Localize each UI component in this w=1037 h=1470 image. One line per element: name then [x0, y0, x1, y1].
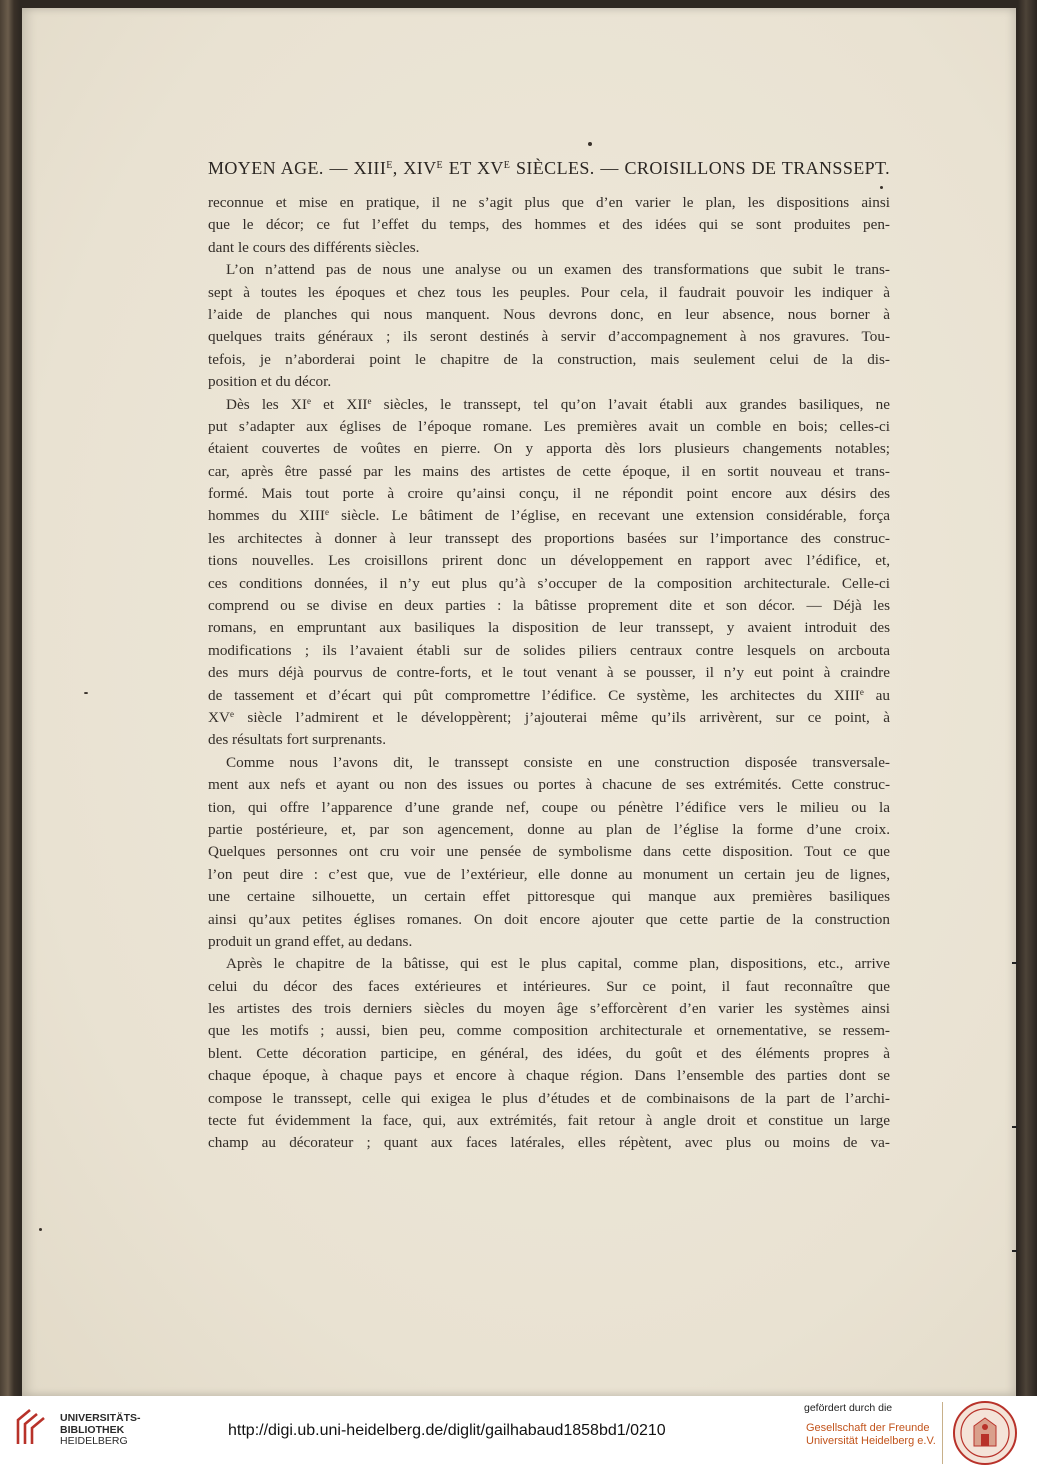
permalink-url[interactable]: http://digi.ub.uni-heidelberg.de/diglit/gailhabaud1858bd1/0210 [228, 1422, 666, 1439]
text-line: étaient couvertes de voûtes en pierre. On y apporta dès lors plusieurs changements notables; [208, 440, 890, 458]
text-line: celui du décor des faces extérieures et intérieures. Sur ce point, il faut reconnaître que [208, 977, 890, 995]
header-superscript: E [386, 160, 393, 171]
text-line: quelques traits généraux ; ils seront destinés à servir d’accompagnement à nos gravures. Tou- [208, 328, 890, 346]
sponsor-name-line: Universität Heidelberg e.V. [806, 1435, 936, 1447]
text-line: put s’adapter aux églises de l’époque romane. Les premières avait un comble en bois; celles-ci [208, 417, 890, 435]
text-line: des résultats fort surprenants. [208, 731, 386, 749]
text-line: Après le chapitre de la bâtisse, qui est le plus capital, comme plan, dispositions, etc., arrive [226, 955, 890, 973]
superscript: e [229, 708, 234, 719]
text-fragment: au [863, 686, 890, 704]
paper-speck [84, 692, 88, 694]
text-line: l’on peut dire : c’est que, vue de l’extérieur, elle donne au monument un certain jeu de lignes, [208, 865, 890, 883]
paper-speck [880, 186, 883, 189]
text-line: que les motifs ; aussi, bien peu, comme composition architecturale et ornementative, se ressem- [208, 1022, 890, 1040]
superscript: e [324, 507, 329, 518]
text-line: les artistes des trois derniers siècles du moyen âge s’efforcèrent d’en varier les systèmes ainsi [208, 1000, 890, 1018]
text-line: l’aide de planches qui nous manquent. Nous devrons donc, en leur absence, nous borner à [208, 305, 890, 323]
header-superscript: E [436, 160, 444, 171]
paper-speck [588, 142, 592, 146]
text-line: position et du décor. [208, 373, 332, 391]
superscript: e [306, 395, 311, 406]
text-line: que le décor; ce fut l’effet du temps, des hommes et des idées qui se sont produites pen- [208, 216, 890, 234]
text-line: Quelques personnes ont cru voir une pensée de symbolisme dans cette disposition. Tout ce que [208, 843, 890, 861]
page-edge-mark [1012, 962, 1017, 964]
library-name-line: HEIDELBERG [60, 1435, 128, 1447]
header-superscript: E [503, 160, 511, 171]
text-fragment: XV [208, 708, 230, 726]
text-line: ainsi qu’aux petites églises romanes. On doit encore ajouter que cette partie de la construction [208, 910, 890, 928]
page-edge-mark [1012, 1250, 1017, 1252]
viewer-footer [0, 1396, 1037, 1470]
sponsor-label: gefördert durch die [804, 1402, 893, 1414]
text-line: comprend ou se divise en deux parties : la bâtisse proprement dite et son décor. — Déjà les [208, 597, 890, 615]
sponsor-name[interactable] [806, 1422, 936, 1448]
text-line [208, 505, 890, 527]
text-line: L’on n’attend pas de nous une analyse ou un examen des transformations que subit le trans- [226, 261, 890, 279]
sponsor-name-line: Gesellschaft der Freunde [806, 1422, 930, 1434]
text-line [208, 685, 890, 707]
header-text: MOYEN AGE. — XIII [208, 158, 387, 178]
text-line: tecte fut évidemment la face, qui, aux extrémités, fait retour à angle droit et constitue un large [208, 1112, 890, 1130]
library-name-line: UNIVERSITÄTS- [60, 1412, 141, 1424]
text-line: romans, en empruntant aux basiliques la disposition de leur transsept, y avaient introduit des [208, 619, 890, 637]
running-header [208, 158, 890, 179]
superscript: e [367, 395, 372, 406]
library-name [60, 1413, 141, 1448]
text-line: champ au décorateur ; quant aux faces latérales, elles répètent, avec plus ou moins de va- [208, 1134, 890, 1152]
text-fragment: et XII [310, 395, 368, 413]
university-seal-icon [952, 1400, 1018, 1466]
paper-speck [39, 1228, 42, 1231]
header-text: , XIV [392, 158, 437, 178]
text-line: modifications ; ils l’avaient établi sur de solides piliers centraux contre lesquels on arcbouta [208, 641, 890, 659]
text-line: reconnue et mise en pratique, il ne s’agit plus que d’en varier le plan, les dispositions ainsi [208, 194, 890, 211]
text-line: ces conditions données, il n’y eut plus qu’à s’occuper de la composition architecturale. Celle-ci [208, 574, 890, 592]
text-line: tion, qui offre l’apparence d’une grande nef, coupe ou pénètre l’édifice vers le milieu ou la [208, 798, 890, 816]
text-line [208, 707, 890, 729]
text-line: chaque époque, à chaque pays et encore à chaque région. Dans l’ensemble des parties dont se [208, 1067, 890, 1085]
text-fragment: de tassement et d’écart qui pût compromettre l’édifice. Ce système, les architectes du XIII [208, 686, 860, 704]
text-line: tions nouvelles. Les croisillons prirent donc un développement en rapport avec l’édifice, et, [208, 552, 890, 570]
text-fragment: hommes du XIII [208, 507, 325, 525]
superscript: e [859, 686, 864, 697]
text-line: sept à toutes les époques et chez tous les peuples. Pour cela, il faudrait pouvoir les indiquer à [208, 283, 890, 301]
text-line: car, après être passé par les mains des artistes de cette époque, il en sortit nouveau et trans- [208, 462, 890, 480]
text-line: compose le transsept, celle qui exigea le plus d’études et de combinaisons de la part de l’archi- [208, 1089, 890, 1107]
text-line: blent. Cette décoration participe, en général, des idées, du goût et des éléments propres à [208, 1044, 890, 1062]
footer-divider [942, 1402, 943, 1464]
page-edge-mark [1012, 1126, 1017, 1128]
text-line: Comme nous l’avons dit, le transsept consiste en une construction disposée transversale- [226, 753, 890, 771]
text-line: les architectes à donner à leur transsept des proportions basées sur l’importance des construc- [208, 529, 890, 547]
text-line: produit un grand effet, au dedans. [208, 932, 413, 950]
text-line: formé. Mais tout porte à croire qu’ainsi conçu, il ne répondit point encore aux désirs des [208, 485, 890, 503]
text-fragment: siècle. Le bâtiment de l’église, en recevant une extension considérable, força [328, 507, 890, 525]
text-line: ment aux nefs et ayant ou non des issues ou portes à chacune de ses extrémités. Cette construc- [208, 776, 890, 794]
header-text: SIÈCLES. — CROISILLONS DE TRANSSEPT. [510, 158, 890, 178]
university-library-logo-icon [10, 1406, 52, 1448]
text-line: dant le cours des différents siècles. [208, 238, 420, 256]
text-line [208, 394, 890, 416]
text-fragment: siècles, le transsept, tel qu’on l’avait établi aux grandes basiliques, ne [371, 395, 891, 413]
text-fragment: Dès les XI [226, 395, 307, 413]
text-line: des murs déjà pourvus de contre-forts, et le tout venant à se pousser, il n’y eut point à craindre [208, 664, 890, 682]
body-text [208, 192, 890, 1155]
library-name-line: BIBLIOTHEK [60, 1423, 125, 1436]
header-text: ET XV [443, 158, 504, 178]
text-line: tefois, je n’aborderai point le chapitre de la construction, mais seulement celui de la dis- [208, 350, 890, 368]
text-fragment: siècle l’admirent et le développèrent; j’ajouterai même qu’ils arrivèrent, sur ce point, à [233, 708, 890, 726]
text-line: partie postérieure, et, par son agencement, donne au plan de l’église la forme d’une croix. [208, 820, 890, 838]
text-line: une certaine silhouette, un certain effet pittoresque qui manque aux premières basiliques [208, 888, 890, 906]
